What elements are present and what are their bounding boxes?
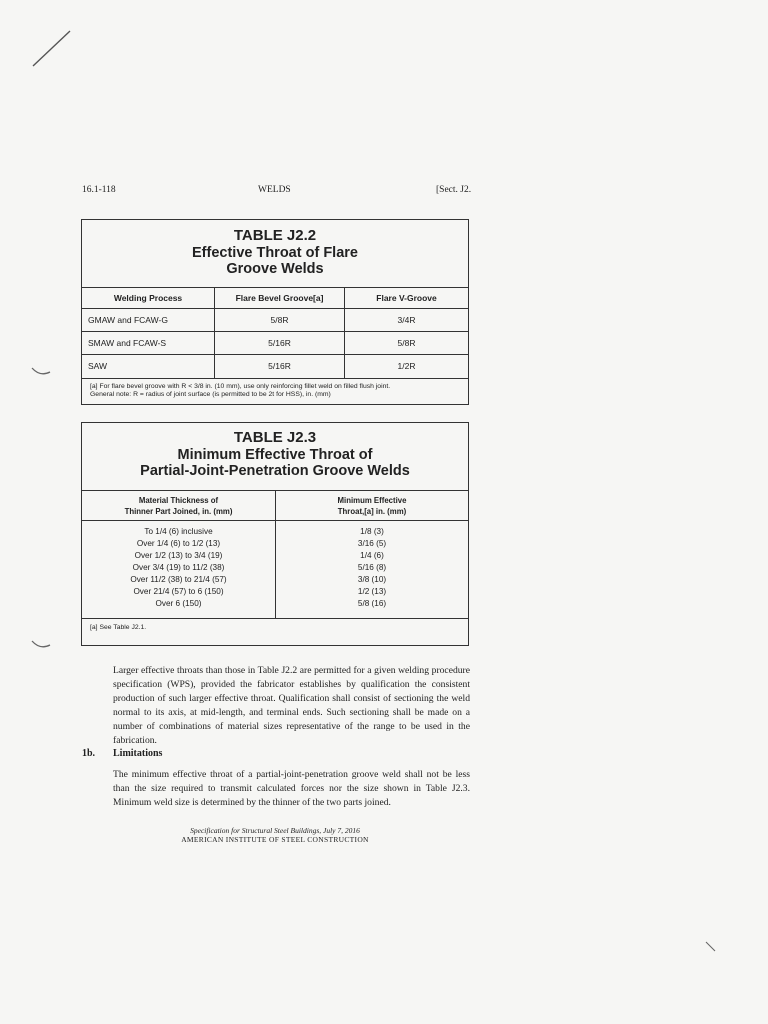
thickness-cell: To 1/4 (6) inclusive [144, 527, 213, 536]
process-cell: GMAW and FCAW-G [82, 309, 215, 332]
throat-cell: 5/16 (8) [357, 563, 387, 572]
vgroove-cell: 1/2R [345, 355, 469, 378]
process-cell: SMAW and FCAW-S [82, 332, 215, 355]
throat-cell: 3/16 (5) [357, 539, 387, 548]
footer-spec-line: Specification for Structural Steel Buildings, July 7, 2016 [190, 826, 360, 835]
table-j2-3-body [82, 520, 468, 618]
thickness-cell: Over 3/4 (19) to 11/2 (38) [132, 563, 225, 572]
table-j2-2-notes [82, 378, 468, 405]
pen-stroke-mark [30, 28, 75, 70]
chapter-title: WELDS [258, 185, 291, 195]
table-j2-3-footnote: [a] See Table J2.1. [82, 618, 468, 637]
thickness-cell: Over 21/4 (57) to 6 (150) [133, 587, 224, 596]
process-cell: SAW [82, 355, 215, 378]
table-j2-2-grid [82, 287, 468, 378]
column-header-vgroove: Flare V-Groove [345, 288, 469, 309]
thickness-cell: Over 1/2 (13) to 3/4 (19) [134, 551, 223, 560]
table-j2-2-general-note: General note: R = radius of joint surface (is permitted to be 2t for HSS), in. (mm) [90, 391, 331, 399]
column-header-thickness-line2: Thinner Part Joined, in. (mm) [124, 507, 233, 516]
section-number: 1b. [82, 748, 96, 759]
page-number: 16.1-118 [82, 185, 116, 195]
corner-mark [704, 940, 718, 954]
column-header-thickness-line1: Material Thickness of [138, 496, 219, 505]
throat-cell: 5/8 (16) [357, 599, 387, 608]
bevel-cell: 5/16R [215, 355, 345, 378]
table-row [82, 309, 468, 332]
section-ref: [Sect. J2. [436, 185, 472, 195]
punch-hole-mark-bottom [30, 638, 52, 652]
punch-hole-mark-top [30, 365, 52, 379]
column-header-process: Welding Process [82, 288, 215, 309]
table-j2-3-header-row [82, 490, 468, 520]
column-header-throat [276, 491, 468, 520]
bevel-cell: 5/16R [215, 332, 345, 355]
thickness-cell: Over 11/2 (38) to 21/4 (57) [130, 575, 227, 584]
column-header-bevel: Flare Bevel Groove[a] [215, 288, 345, 309]
thickness-cell: Over 1/4 (6) to 1/2 (13) [136, 539, 221, 548]
throat-cell: 1/2 (13) [357, 587, 387, 596]
table-j2-2-title-line2: Effective Throat of Flare [192, 244, 358, 261]
vgroove-cell: 3/4R [345, 309, 469, 332]
thickness-column [82, 521, 276, 618]
thickness-cell: Over 6 (150) [155, 599, 202, 608]
footer-publisher-line: AMERICAN INSTITUTE OF STEEL CONSTRUCTION [181, 835, 369, 844]
table-row [82, 332, 468, 355]
column-header-thickness [82, 491, 276, 520]
table-j2-3 [81, 422, 469, 646]
column-header-throat-line2: Throat,[a] in. (mm) [337, 507, 407, 516]
table-j2-3-title-line2: Minimum Effective Throat of [177, 446, 373, 463]
column-header-throat-line1: Minimum Effective [337, 496, 407, 505]
bevel-cell: 5/8R [215, 309, 345, 332]
table-j2-3-title [82, 423, 468, 490]
vgroove-cell: 5/8R [345, 332, 469, 355]
table-j2-2-title-line3: Groove Welds [226, 261, 324, 278]
throat-column [276, 521, 468, 618]
body-paragraph-1: Larger effective throats than those in Table J2.2 are permitted for a given welding procedure specification (WPS), provided the fabricator establishes by qualification the consistent production of such larger effective throat. Qualification shall consist of sectioning the weld normal to its axis, at mid-length, and terminal ends. Such sectioning shall be made on a number of combinations of material sizes representative of the range to be used in the fabrication. [113, 665, 470, 746]
table-j2-2-title-line1: TABLE J2.2 [233, 227, 317, 244]
body-paragraph-2: The minimum effective throat of a partial-joint-penetration groove weld shall not be less than the size required to transmit calculated forces nor the size shown in Table J2.3. Minimum weld size is determined by the thinner of the two parts joined. [113, 769, 470, 808]
table-j2-2-title [82, 220, 468, 287]
throat-cell: 1/8 (3) [360, 527, 384, 536]
table-j2-2-footnote: [a] For flare bevel groove with R < 3/8 in. (10 mm), use only reinforcing fillet weld on filled flush joint. [90, 382, 391, 390]
table-j2-3-title-line1: TABLE J2.3 [233, 429, 317, 446]
section-heading: Limitations [113, 748, 163, 759]
table-row [82, 355, 468, 378]
table-j2-3-title-line3: Partial-Joint-Penetration Groove Welds [140, 463, 410, 480]
throat-cell: 1/4 (6) [360, 551, 384, 560]
throat-cell: 3/8 (10) [357, 575, 387, 584]
table-j2-2 [81, 219, 469, 405]
